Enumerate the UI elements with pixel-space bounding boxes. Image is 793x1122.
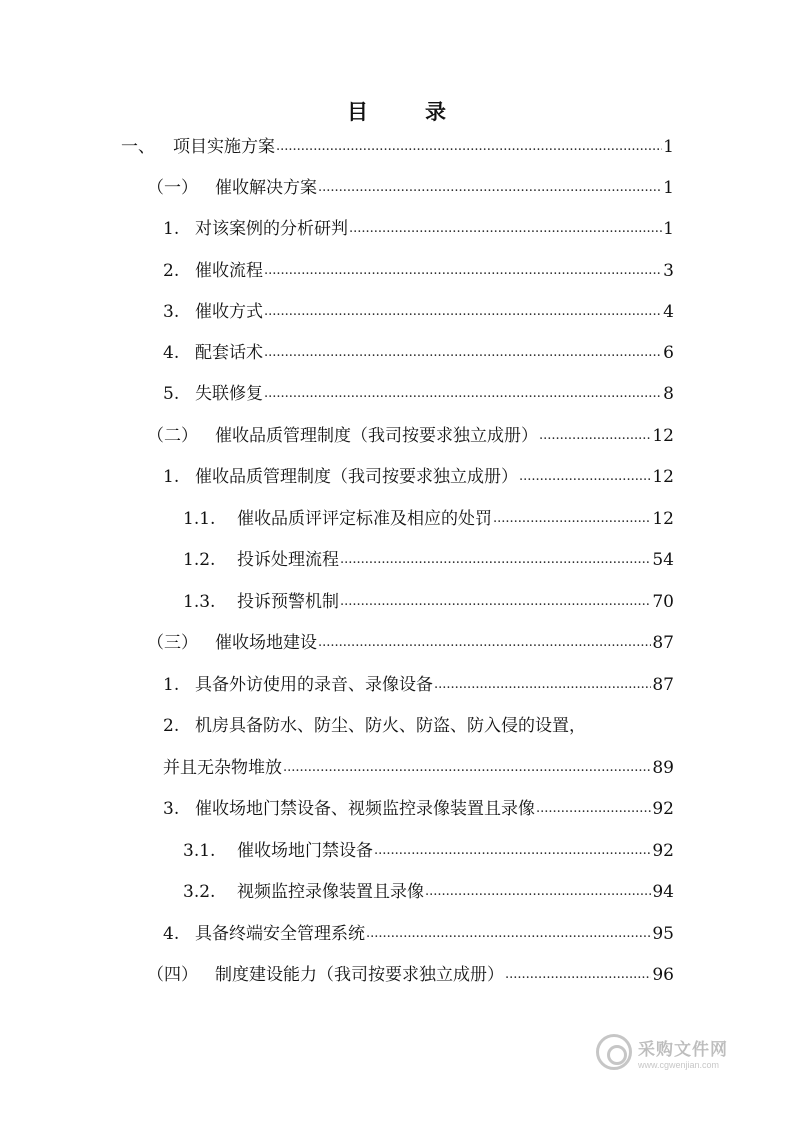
toc-entry-page: 1 [663, 219, 674, 239]
toc-entry-page: 94 [652, 882, 674, 902]
toc-entry-number: 1.3. [183, 592, 216, 612]
toc-entry[interactable] [163, 672, 674, 698]
toc-entry[interactable] [163, 921, 674, 947]
toc-entry-number: 2. [163, 716, 180, 736]
toc-leader-dots [349, 216, 662, 242]
toc-entry-text: 失联修复 [195, 384, 263, 404]
toc-entry-text: 制度建设能力（我司按要求独立成册） [215, 965, 504, 985]
toc-entry[interactable] [163, 464, 674, 490]
toc-entry-page: 1 [663, 178, 674, 198]
toc-entry[interactable] [147, 630, 674, 656]
toc-entry-number: 1.1. [183, 509, 216, 529]
toc-entry-number: （一） [147, 178, 198, 198]
toc-leader-dots [276, 134, 662, 160]
toc-leader-dots [264, 299, 662, 325]
toc-leader-dots [264, 381, 662, 407]
toc-entry[interactable] [163, 299, 674, 325]
toc-leader-dots [318, 630, 651, 656]
toc-entry-number: 1. [163, 219, 180, 239]
toc-entry-number: 4. [163, 343, 180, 363]
toc-entry-text: 催收解决方案 [215, 178, 317, 198]
toc-entry-text: 配套话术 [195, 343, 263, 363]
watermark-text [638, 1035, 728, 1070]
toc-entry-text: 机房具备防水、防尘、防火、防盗、防入侵的设置， [195, 716, 586, 736]
toc-entry[interactable] [163, 796, 674, 822]
toc-entry-number: 一、 [121, 137, 155, 157]
toc-entry-number: 1.2. [183, 550, 216, 570]
toc-entry-text: 催收场地门禁设备、视频监控录像装置且录像 [195, 799, 535, 819]
toc-entry-number: （二） [147, 426, 198, 446]
toc-entry-page: 12 [652, 467, 674, 487]
toc-entry-page: 87 [652, 633, 674, 653]
toc-entry[interactable] [147, 962, 674, 988]
toc-entry[interactable] [163, 381, 674, 407]
toc-entry-text: 催收场地门禁设备 [237, 841, 373, 861]
toc-entry[interactable] [183, 838, 674, 864]
toc-entry-number: （三） [147, 633, 198, 653]
toc-entry-number: 5. [163, 384, 180, 404]
toc-entry[interactable] [163, 216, 674, 242]
toc-leader-dots [283, 755, 651, 781]
toc-entry[interactable] [183, 506, 674, 532]
toc-leader-dots [340, 547, 651, 573]
toc-leader-dots [264, 258, 662, 284]
toc-entry-page: 70 [652, 592, 674, 612]
toc-entry-text: 催收品质管理制度（我司按要求独立成册） [195, 467, 518, 487]
toc-entry[interactable] [183, 547, 674, 573]
toc-entry-text: 对该案例的分析研判 [195, 219, 348, 239]
toc-entry[interactable] [183, 879, 674, 905]
toc-leader-dots [505, 962, 651, 988]
toc-leader-dots [536, 796, 651, 822]
watermark-logo-icon [596, 1034, 632, 1070]
toc-entry-number: 2. [163, 261, 180, 281]
toc-entry-text: 催收流程 [195, 261, 263, 281]
toc-entry-page: 96 [652, 965, 674, 985]
toc-entry-page: 3 [663, 261, 674, 281]
toc-entry-text: 投诉处理流程 [237, 550, 339, 570]
toc-entry-number: 1. [163, 467, 180, 487]
toc-entry-page: 54 [652, 550, 674, 570]
toc-entry-page: 87 [652, 675, 674, 695]
toc-leader-dots [539, 423, 651, 449]
toc-entry-first-line[interactable] [163, 713, 674, 739]
toc-entry-page: 4 [663, 302, 674, 322]
toc-leader-dots [318, 175, 662, 201]
toc-leader-dots [340, 589, 651, 615]
toc-leader-dots [493, 506, 651, 532]
toc-entry-page: 8 [663, 384, 674, 404]
toc-leader-dots [425, 879, 651, 905]
toc-entry[interactable] [183, 589, 674, 615]
toc-entry-page: 92 [652, 799, 674, 819]
toc-entry[interactable] [147, 175, 674, 201]
watermark [596, 1030, 756, 1074]
toc-entry-page: 92 [652, 841, 674, 861]
toc-entry-text: 项目实施方案 [173, 137, 275, 157]
toc-entry-text: 具备外访使用的录音、录像设备 [195, 675, 433, 695]
watermark-url: www.cgwenjian.com [638, 1059, 720, 1070]
toc-entry-number: 4. [163, 924, 180, 944]
toc-entry-number: 1. [163, 675, 180, 695]
toc-leader-dots [519, 464, 651, 490]
toc-entry[interactable] [121, 134, 674, 160]
toc-entry-page: 12 [652, 426, 674, 446]
toc-entry-page: 6 [663, 343, 674, 363]
toc-entry-text: 催收方式 [195, 302, 263, 322]
toc-entry[interactable] [163, 340, 674, 366]
toc-entry[interactable] [163, 258, 674, 284]
toc-entry-page: 89 [652, 758, 674, 778]
toc-entry-page: 1 [663, 137, 674, 157]
toc-entry-continuation: 并且无杂物堆放 [163, 758, 282, 778]
toc-leader-dots [264, 340, 662, 366]
toc-entry-text: 投诉预警机制 [237, 592, 339, 612]
toc-entry-number: 3.2. [183, 882, 216, 902]
toc-entry-text: 具备终端安全管理系统 [195, 924, 365, 944]
watermark-name: 采购文件网 [638, 1039, 728, 1060]
toc-entry-text: 催收品质管理制度（我司按要求独立成册） [215, 426, 538, 446]
toc-entry-number: 3. [163, 799, 180, 819]
toc-entry-number: 3.1. [183, 841, 216, 861]
toc-leader-dots [366, 921, 651, 947]
toc-title: 目 录 [347, 100, 464, 124]
toc-entry[interactable] [163, 755, 674, 781]
toc-leader-dots [434, 672, 651, 698]
toc-entry-number: 3. [163, 302, 180, 322]
toc-leader-dots [374, 838, 651, 864]
toc-entry[interactable] [147, 423, 674, 449]
toc-entry-page: 95 [652, 924, 674, 944]
toc-entry-text: 视频监控录像装置且录像 [237, 882, 424, 902]
toc-entry-number: （四） [147, 965, 198, 985]
toc-entry-text: 催收场地建设 [215, 633, 317, 653]
toc-entry-page: 12 [652, 509, 674, 529]
toc-entry-text: 催收品质评评定标准及相应的处罚 [237, 509, 492, 529]
